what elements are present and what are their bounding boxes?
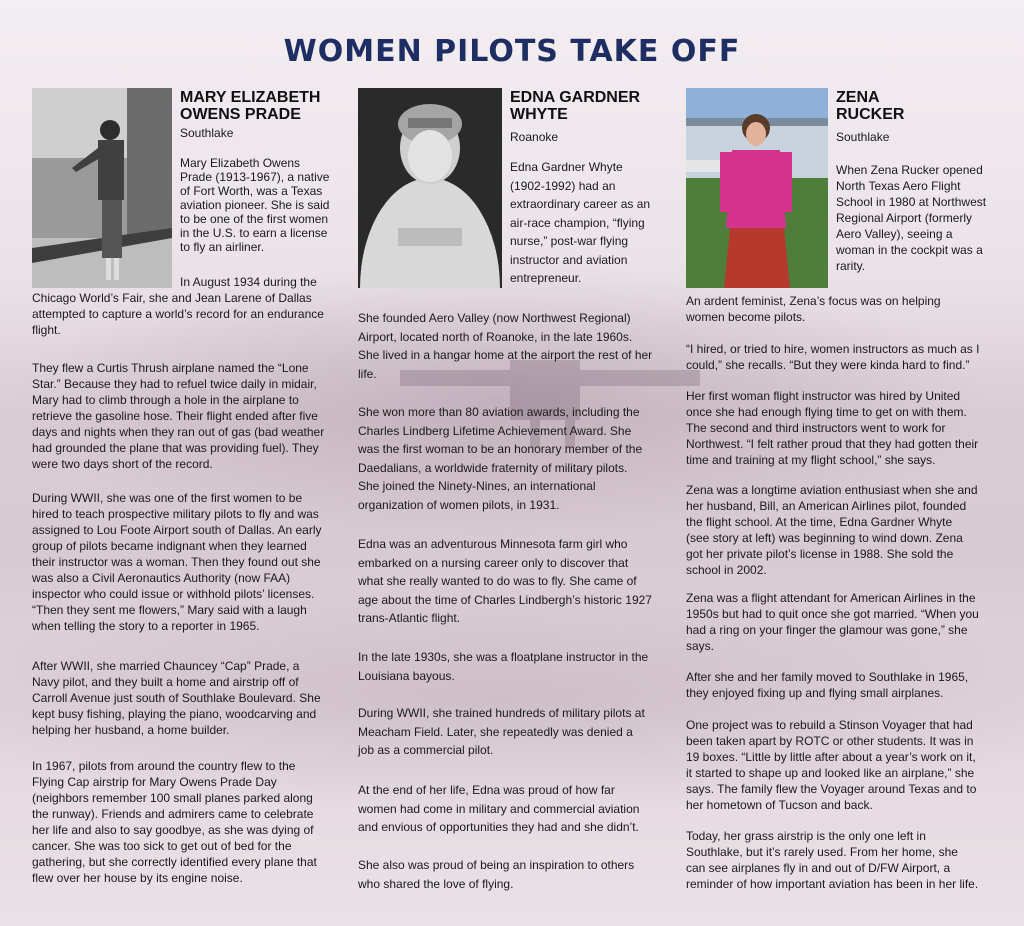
zena-paragraph-1: An ardent feminist, Zena’s focus was on helping women become pilots. xyxy=(686,294,941,324)
page-title: WOMEN PILOTS TAKE OFF xyxy=(283,34,741,69)
zena-paragraph-3: Her first woman flight instructor was hired by United once she had enough flying time to get on with them. The second and third instructors went to work for Northwest. “I felt rather proud that they had gotten their time and training at my flight school,” she says. xyxy=(686,389,979,467)
zena-paragraph-6: After she and her family moved to Southlake in 1965, they enjoyed fixing up and flying small airplanes. xyxy=(686,670,969,700)
edna-paragraph-6: At the end of her life, Edna was proud of how far women had come in military and commercial aviation and envious of opportunities they had and she didn’t. xyxy=(358,783,640,834)
mary-paragraph-3: During WWII, she was one of the first women to be hired to teach prospective military pilots to fly and was assigned to Lou Foote Airport south of Dallas. An early group of pilots became indignant when they learned their instructor was a woman. Then they found out she was also a Civil Aeronautics Authority (now FAA) inspector who could issue or withhold pilots’ licenses. “Then they sent me flowers,” Mary said with a laugh when telling the story to a reporter in 1965. xyxy=(32,491,322,633)
mary-name-line2: OWENS PRADE xyxy=(180,106,301,123)
edna-paragraph-2: She won more than 80 aviation awards, including the Charles Lindberg Lifetime Achievement Award. She was the first woman to be an honorary member of the Daedalians, a worldwide fraternity of military pilots. She joined the Ninety-Nines, an international organization of women pilots, in 1931. xyxy=(358,405,643,512)
zena-intro: When Zena Rucker opened North Texas Aero Flight School in 1980 at Northwest Regional Airport (formerly Aero Valley), seeing a woman in the cockpit was a rarity. xyxy=(836,163,987,273)
edna-intro: Edna Gardner Whyte (1902-1992) had an extraordinary career as an air-race champion, “flying nurse,” post-war flying instructor and aviation entrepreneur. xyxy=(510,160,651,285)
zena-paragraph-2: “I hired, or tried to hire, women instructors as much as I could,” she recalls. “But they were kinda hard to find.” xyxy=(686,342,980,372)
zena-paragraph-8: Today, her grass airstrip is the only one left in Southlake, but it’s rarely used. From her home, she can see airplanes fly in and out of D/FW Airport, a reminder of how important aviation has been in her life. xyxy=(686,829,979,891)
edna-location: Roanoke xyxy=(510,130,559,144)
edna-paragraph-1: She founded Aero Valley (now Northwest Regional) Airport, located north of Roanoke, in the late 1960s. She lived in a hangar home at the airport the rest of her life. xyxy=(358,311,653,381)
edna-name-line2: WHYTE xyxy=(510,106,568,123)
mary-intro-continued: In August 1934 during the xyxy=(180,275,317,289)
mary-intro: Mary Elizabeth Owens Prade (1913-1967), a native of Fort Worth, was a Texas aviation pioneer. She is said to be one of the first women in the U.S. to earn a license to fly an airliner. xyxy=(180,156,330,254)
zena-name-line1: ZENA xyxy=(836,89,880,106)
edna-paragraph-7: She also was proud of being an inspiration to others who shared the love of flying. xyxy=(358,858,635,891)
edna-paragraph-4: In the late 1930s, she was a floatplane instructor in the Louisiana bayous. xyxy=(358,650,649,683)
mary-location: Southlake xyxy=(180,126,234,140)
mary-paragraph-2: They flew a Curtis Thrush airplane named the “Lone Star.” Because they had to refuel twice daily in midair, Mary had to climb through a hole in the airplane to retrieve the gasoline hose. Their flight ended after five days and nights when they ran out of gas (bad weather had grounded the plane that was providing fuel). They were two days short of the record. xyxy=(32,361,325,471)
edna-paragraph-5: During WWII, she trained hundreds of military pilots at Meacham Field. Later, she repeatedly was denied a job as a commercial pilot. xyxy=(358,706,645,757)
mary-paragraph-4: After WWII, she married Chauncey “Cap” Prade, a Navy pilot, and they built a home and airstrip off of Carroll Avenue just south of Southlake Boulevard. She kept busy fishing, playing the piano, woodcarving and helping her husband, a home builder. xyxy=(32,659,321,737)
edna-paragraph-3: Edna was an adventurous Minnesota farm girl who embarked on a nursing career only to discover that what she really wanted to do was to fly. She came of age about the time of Charles Lindbergh’s historic 1927 trans-Atlantic flight. xyxy=(358,537,652,625)
edna-whyte-photo xyxy=(358,88,502,288)
mary-name-line1: MARY ELIZABETH xyxy=(180,89,321,106)
zena-paragraph-7: One project was to rebuild a Stinson Voyager that had been taken apart by ROTC or other students. It was in 19 boxes. “Little by little after about a year’s work on it, it started to shape up and looked like an airplane,” she says. The family flew the Voyager around Texas and to her hometown of Tucson and back. xyxy=(686,718,977,812)
mary-paragraph-5: In 1967, pilots from around the country flew to the Flying Cap airstrip for Mary Owens Prade Day (neighbors remember 100 small planes parked along the runway). Friends and admirers came to celebrate her life and also to say goodbye, as she was dying of cancer. She was too sick to get out of bed for the gathering, but she correctly identified every plane that flew over her house by its engine noise. xyxy=(32,759,317,885)
mary-prade-photo xyxy=(32,88,172,288)
zena-paragraph-4: Zena was a longtime aviation enthusiast when she and her husband, Bill, an American Airlines pilot, founded the flight school. At the time, Edna Gardner Whyte (see story at left) was beginning to wind down. Zena got her private pilot’s license in 1988. She sold the school in 2002. xyxy=(686,483,978,577)
mary-paragraph-1: Chicago World’s Fair, she and Jean Larene of Dallas attempted to capture a world’s record for an endurance flight. xyxy=(32,291,324,337)
zena-paragraph-5: Zena was a flight attendant for American Airlines in the 1950s but had to quit once she got married. “When you had a ring on your finger the glamour was gone,” she says. xyxy=(686,591,979,653)
edna-name-line1: EDNA GARDNER xyxy=(510,89,641,106)
zena-name-line2: RUCKER xyxy=(836,106,905,123)
zena-rucker-photo xyxy=(686,88,828,288)
zena-location: Southlake xyxy=(836,130,890,144)
